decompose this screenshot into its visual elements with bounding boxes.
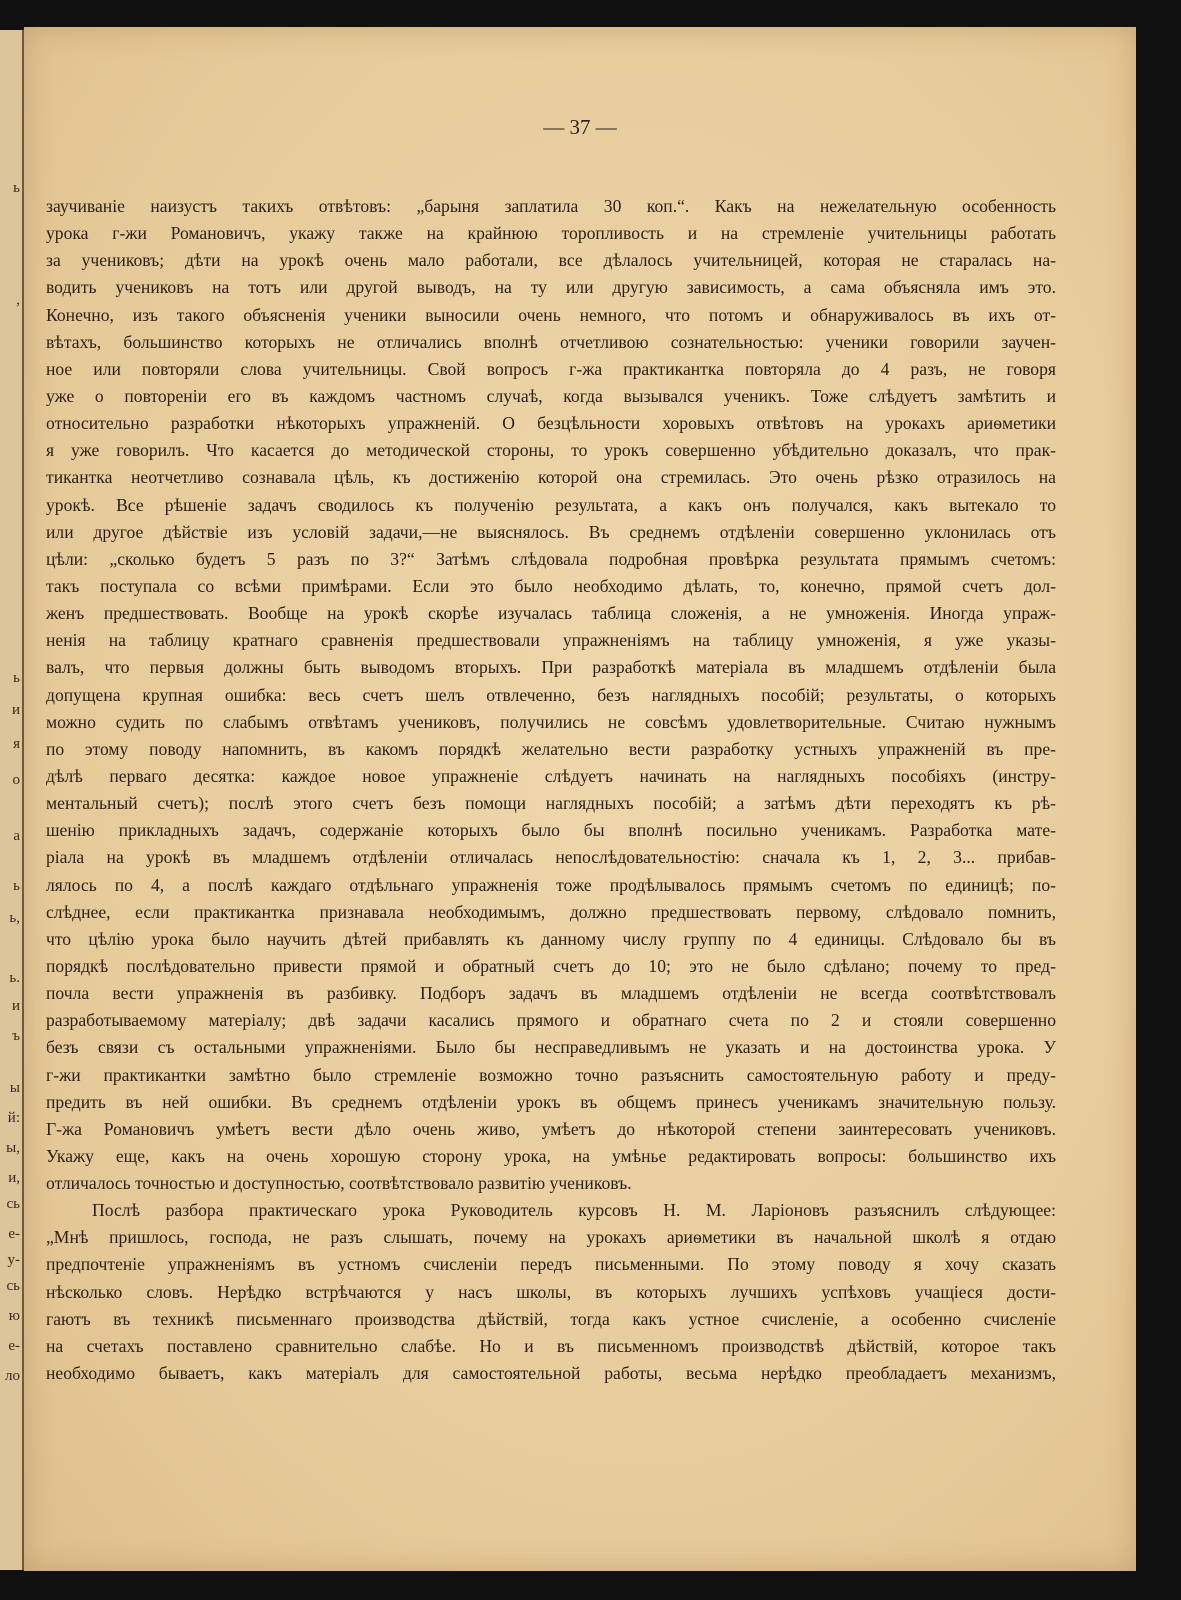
prev-page-fragment: а	[13, 828, 20, 844]
prev-page-fragment: ы,	[6, 1140, 20, 1156]
text-line: заучиваніе наизустъ такихъ отвѣтовъ: „барыня заплатила 30 коп.“. Какъ на нежелательную особенность	[46, 196, 1056, 216]
prev-page-fragment: ы	[9, 1080, 20, 1096]
text-line: такъ поступала со всѣми примѣрами. Если это было необходимо дѣлать, то, конечно, прямой счетъ дол-	[46, 575, 1056, 596]
prev-page-fragment: ло	[5, 1368, 20, 1384]
text-line: можно судить по слабымъ отвѣтамъ учениковъ, получились не совсѣмъ удовлетворительные. Считаю нужнымъ	[46, 711, 1056, 732]
prev-page-fragment: у-	[7, 1252, 20, 1268]
page-number: — 37 —	[543, 115, 617, 139]
text-line: безъ связи съ остальными упражненіями. Было бы несправедливымъ не указать и на достоинства урока. У	[46, 1037, 1056, 1058]
text-line: гаютъ въ техникѣ письменнаго производства дѣйствій, тогда какъ устное счисленіе, а особенно счисленіе	[46, 1308, 1056, 1329]
prev-page-fragment: о	[12, 772, 20, 788]
text-line: цѣли: „сколько будетъ 5 разъ по 3?“ Затѣмъ слѣдовала подробная провѣрка результата прямымъ счетомъ:	[46, 548, 1056, 569]
text-line: Конечно, изъ такого объясненія ученики выносили очень немного, что потомъ и обнаруживалось въ ихъ от-	[46, 304, 1056, 325]
text-line: ментальный счетъ); послѣ этого счетъ безъ помощи наглядныхъ пособій; а затѣмъ дѣти переходятъ къ рѣ-	[46, 793, 1056, 814]
text-line: вѣтахъ, большинство которыхъ не отличались вполнѣ отчетливою сознательностью: ученики говорили заучен-	[46, 331, 1056, 352]
text-line: уже о повтореніи его въ каждомъ частномъ случаѣ, когда вызывался ученикъ. Тоже слѣдуетъ замѣтить и	[46, 385, 1056, 406]
text-line: ное или повторяли слова учительницы. Свой вопросъ г-жа практикантка повторяла до 4 разъ, не говоря	[46, 358, 1056, 379]
text-line: на счетахъ поставлено сравнительно слабѣе. Но и въ письменномъ производствѣ дѣйствій, которое такъ	[46, 1335, 1056, 1356]
prev-page-fragment: е-	[8, 1226, 20, 1242]
text-line: ненія на таблицу кратнаго сравненія предшествовали упражненіямъ на таблицу умноженія, я уже указы-	[46, 630, 1056, 651]
text-line: предить въ ней ошибки. Въ среднемъ отдѣленіи урокъ въ общемъ принесъ ученикамъ значительную пользу.	[46, 1091, 1056, 1112]
text-line: по этому поводу напомнить, въ какомъ порядкѣ желательно вести разработку устныхъ упражненій въ пре-	[46, 738, 1056, 759]
text-line: г-жи практикантки замѣтно было стремленіе возможно точно разъяснить самостоятельную работу и преду-	[46, 1064, 1056, 1085]
text-line: или другое дѣйствіе изъ условій задачи,—не выяснялось. Въ среднемъ отдѣленіи совершенно уклонилась отъ	[46, 521, 1056, 542]
body-text	[46, 193, 1056, 1387]
text-line: Послѣ разбора практическаго урока Руководитель курсовъ Н. М. Ларіоновъ разъяснилъ слѣдующее:	[92, 1200, 1056, 1221]
text-line: за учениковъ; дѣти на урокѣ очень мало работали, все дѣлалось учительницей, которая не старалась на-	[46, 250, 1056, 271]
prev-page-fragment: и,	[8, 1170, 20, 1186]
text-line: предпочтеніе упражненіямъ въ устномъ счисленіи передъ письменными. По этому поводу я хочу сказать	[46, 1254, 1056, 1275]
prev-page-fragment: ъ	[12, 1028, 20, 1044]
prev-page-fragment: и	[11, 702, 20, 718]
prev-page-fragment: сь	[6, 1196, 20, 1212]
text-line: нѣсколько словъ. Нерѣдко встрѣчаются у насъ школы, въ которыхъ лучшихъ успѣховъ учащіеся дости-	[46, 1281, 1056, 1302]
text-line: Г-жа Романовичъ умѣетъ вести дѣло очень живо, умѣетъ до нѣкоторой степени заинтересовать учениковъ.	[46, 1118, 1056, 1139]
prev-page-fragment: ь	[13, 670, 20, 686]
text-line: урока г-жи Романовичъ, укажу также на крайнюю торопливость и на стремленіе учительницы работать	[46, 223, 1056, 244]
prev-page-fragment: и	[11, 998, 20, 1014]
document-page	[24, 27, 1136, 1571]
text-line: лялось по 4, а послѣ каждаго отдѣльнаго упражненія тоже продѣлывалось прямымъ счетомъ по единицѣ; по-	[46, 874, 1056, 895]
text-line: необходимо бываетъ, какъ матеріалъ для самостоятельной работы, весьма нерѣдко преобладаетъ механизмъ,	[46, 1363, 1056, 1384]
prev-page-fragment: ь,	[9, 910, 20, 926]
prev-page-fragment: ь	[13, 878, 20, 894]
text-line: женъ предшествовать. Вообще на урокѣ скорѣе изучалась таблица сложенія, а не умноженія. Иногда упраж-	[46, 603, 1056, 624]
text-line: слѣднее, если практикантка признавала необходимымъ, должно предшествовать первому, слѣдовало помнить,	[46, 901, 1056, 922]
text-line: что цѣлію урока было научить дѣтей прибавлять къ данному числу группу по 4 единицы. Слѣдовало бы въ	[46, 928, 1056, 949]
text-line: допущена крупная ошибка: весь счетъ шелъ отвлеченно, безъ наглядныхъ пособій; результаты, о которыхъ	[46, 684, 1056, 705]
text-line: „Мнѣ пришлось, господа, не разъ слышать, почему на урокахъ ариѳметики въ начальной школѣ я отдаю	[46, 1227, 1056, 1248]
text-line: порядкѣ послѣдовательно привести прямой и обратный счетъ до 10; это не было сдѣлано; почему то пред-	[46, 955, 1056, 976]
text-line: тикантка неотчетливо сознавала цѣль, къ достиженію которой она стремилась. Это очень рѣзко отразилось на	[46, 467, 1056, 488]
prev-page-fragment: ь	[13, 180, 20, 196]
prev-page-fragment: сь	[6, 1278, 20, 1294]
text-line: урокѣ. Все рѣшеніе задачъ сводилось къ полученію результата, а какъ онъ получался, какъ вытекало то	[46, 494, 1056, 515]
prev-page-fragment: е-	[8, 1338, 20, 1354]
prev-page-fragment: я	[13, 736, 20, 752]
text-line: ріала на урокѣ въ младшемъ отдѣленіи отличалась непослѣдовательностію: сначала къ 1, 2, 3... прибав-	[46, 847, 1056, 868]
prev-page-fragment: й:	[7, 1110, 20, 1126]
text-line: водить учениковъ на тотъ или другой выводъ, на ту или другую зависимость, а сама объясняла имъ это.	[46, 277, 1056, 298]
text-line: почла вести упражненія въ разбивку. Подборъ задачъ въ младшемъ отдѣленіи не всегда соотвѣтствовалъ	[46, 983, 1056, 1004]
text-line: относительно разработки нѣкоторыхъ упражненій. О безцѣльности хоровыхъ отвѣтовъ на урокахъ ариѳметики	[46, 413, 1056, 434]
text-line: отличалось точностью и доступностью, соотвѣтствовало развитію учениковъ.	[46, 1173, 632, 1194]
text-line: Укажу еще, какъ на очень хорошую сторону урока, на умѣнье редактировать вопросы: большинство ихъ	[46, 1145, 1056, 1166]
prev-page-fragment: ь.	[9, 970, 20, 986]
text-line: разработываемому матеріалу; двѣ задачи касались прямого и обратнаго счета по 2 и стояли совершенно	[46, 1010, 1056, 1031]
text-line: валъ, что первыя должны быть выводомъ вторыхъ. При разработкѣ матеріала въ младшемъ отдѣленіи была	[46, 657, 1056, 678]
prev-page-fragment: ю	[8, 1308, 20, 1324]
text-line: шенію прикладныхъ задачъ, содержаніе которыхъ было бы вполнѣ посильно ученикамъ. Разработка мате-	[46, 820, 1056, 841]
text-line: дѣлѣ перваго десятка: каждое новое упражненіе слѣдуетъ начинать на наглядныхъ пособіяхъ (инстру-	[46, 765, 1056, 786]
text-line: я уже говорилъ. Что касается до методической стороны, то урокъ совершенно убѣдительно доказалъ, что прак-	[46, 440, 1056, 461]
prev-page-fragment: ,	[16, 292, 20, 308]
previous-page-edge	[0, 30, 24, 1570]
